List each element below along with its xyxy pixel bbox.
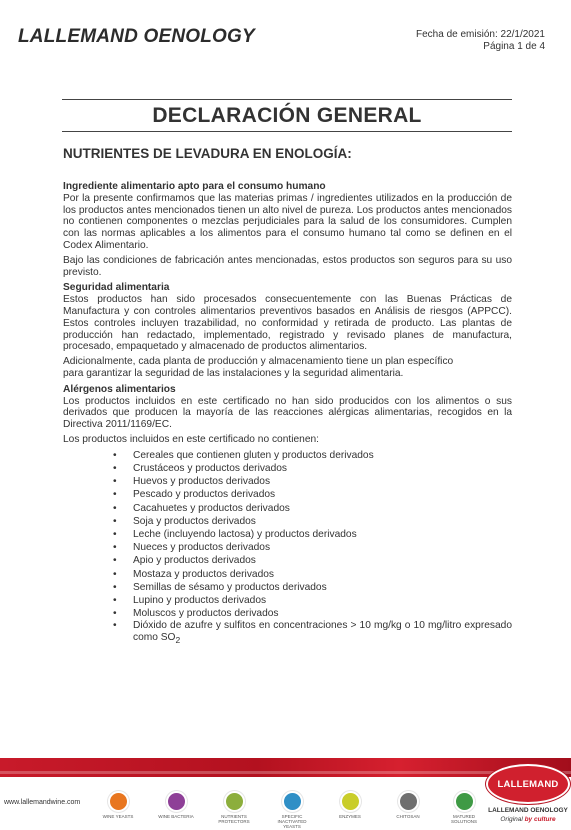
bacteria-icon [154, 791, 198, 819]
chitosan-icon [386, 791, 430, 819]
icon-label: WINE YEASTS [102, 814, 134, 819]
icon-circle [398, 791, 419, 812]
tagline-prefix: Original [500, 816, 523, 823]
icon-label: MATURED SOLUTIONS [450, 814, 477, 824]
inactivated-yeasts-icon [270, 791, 314, 829]
product-icons [96, 791, 486, 827]
list-item: • Cacahuetes y productos derivados [133, 502, 512, 515]
section-heading-food-safety: Seguridad alimentaria [63, 282, 170, 294]
subscript: 2 [175, 635, 181, 646]
brand-logo-text: LALLEMAND OENOLOGY [18, 26, 255, 47]
list-item: • Huevos y productos derivados [133, 475, 512, 488]
list-item: • Leche (incluyendo lactosa) y productos derivados [133, 528, 512, 541]
paragraph: Los productos incluidos en este certificado no contienen: [63, 433, 319, 445]
paragraph-line: Adicionalmente, cada planta de producción y almacenamiento tiene un plan específico [63, 356, 454, 368]
section-heading-food-grade: Ingrediente alimentario apto para el consumo humano [63, 181, 326, 192]
icon-circle [282, 791, 303, 812]
list-item: • Moluscos y productos derivados [133, 607, 512, 620]
icon-label: WINE BACTERIA [158, 814, 194, 819]
icon-label: CHITOSAN [396, 814, 420, 819]
enzymes-icon [328, 791, 372, 819]
icon-circle [166, 791, 187, 812]
list-item: • Pescado y productos derivados [133, 488, 512, 501]
list-item [133, 620, 512, 646]
list-item: • Lupino y productos derivados [133, 594, 512, 607]
paragraph-line: para garantizar la seguridad de las instalaciones y la seguridad alimentaria. [63, 367, 404, 379]
paragraph: Por la presente confirmamos que las materias primas / ingredientes utilizados en la producción de los productos antes mencionados tienen un alto nivel de pureza. Los productos antes mencionados no contienen componentes o mezclas perjudiciales para la salud de los consumidores. Cumplen con las normas aplicables a los alimentos para el consumo humano tal como se definen en el Codex Alimentario. [63, 192, 512, 251]
list-item: • Crustáceos y productos derivados [133, 462, 512, 475]
icon-label: ENZYMES [339, 814, 361, 819]
paragraph [63, 356, 512, 380]
list-item: • Apio y productos derivados [133, 554, 512, 567]
section-heading-allergens: Alérgenos alimentarios [63, 383, 176, 395]
page-title: DECLARACIÓN GENERAL [152, 104, 422, 127]
logo-oval [486, 764, 570, 804]
issue-date: Fecha de emisión: 22/1/2021 [416, 29, 545, 40]
icon-circle [454, 791, 475, 812]
icon-circle [224, 791, 245, 812]
list-item: • Cereales que contienen gluten y productos derivados [133, 449, 512, 462]
lallemand-logo [486, 764, 570, 823]
list-item: • Soja y productos derivados [133, 515, 512, 528]
document-meta [416, 29, 545, 53]
logo-text: LALLEMAND [497, 778, 559, 790]
list-item: • Mostaza y productos derivados [133, 568, 512, 581]
list-item-text: Dióxido de azufre y sulfitos en concentraciones > 10 mg/kg o 10 mg/litro expresado como SO [133, 620, 512, 644]
logo-tagline [486, 816, 570, 823]
paragraph: Bajo las condiciones de fabricación antes mencionadas, estos productos son seguros para su uso previsto. [63, 254, 512, 278]
icon-label: SPECIFIC INACTIVATED YEASTS [277, 814, 307, 829]
yeast-icon [96, 791, 140, 819]
list-item: • Semillas de sésamo y productos derivados [133, 581, 512, 594]
allergen-list [63, 449, 512, 647]
paragraph: Estos productos han sido procesados consecuentemente con las Buenas Prácticas de Manufactura y con controles alimentarios preventivos basados en Análisis de riesgos (APPCC). Estos controles incluyen trazabilidad, no conformidad y retirada de producto. Las plantas de producción han redactado, implementado, registrado y revisado planes de manufactura, procesado, empaquetado y almacenado de productos alimentarios. [63, 294, 512, 353]
document-subtitle: NUTRIENTES DE LEVADURA EN ENOLOGÍA: [63, 146, 352, 161]
logo-subtitle: LALLEMAND OENOLOGY [488, 807, 568, 814]
icon-circle [340, 791, 361, 812]
document-body [63, 181, 512, 646]
nutrients-icon [212, 791, 256, 824]
website-link[interactable]: www.lallemandwine.com [4, 799, 81, 806]
list-item: • Nueces y productos derivados [133, 541, 512, 554]
paragraph: Los productos incluidos en este certificado no han sido producidos con los alimentos o sus derivados que producen la mayoría de las reacciones alérgicas alimentarias, recogidos en la Directiva 2011/1169/EC. [63, 395, 512, 431]
footer [0, 758, 571, 830]
matured-solutions-icon [442, 791, 486, 824]
page-number: Página 1 de 4 [483, 41, 545, 52]
tagline-by: by culture [524, 816, 556, 823]
icon-circle [108, 791, 129, 812]
title-box [62, 99, 512, 132]
icon-label: NUTRIENTS PROTECTORS [218, 814, 250, 824]
